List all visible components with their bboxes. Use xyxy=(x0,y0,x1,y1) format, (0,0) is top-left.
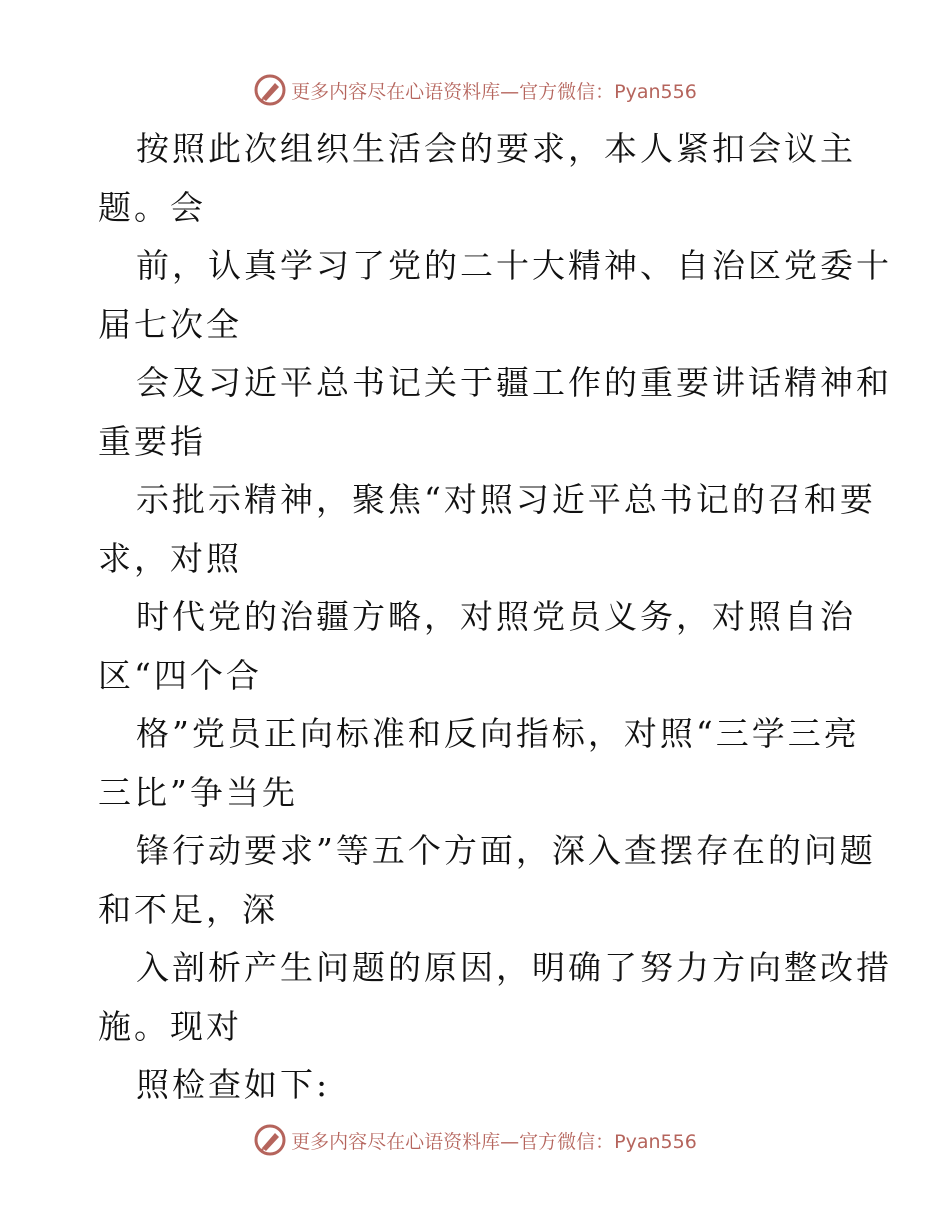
pen-logo-icon xyxy=(253,73,287,107)
watermark-text: 更多内容尽在心语资料库—官方微信：Pyan556 xyxy=(291,1130,697,1153)
text-line: 题。会 xyxy=(98,187,206,227)
text-line: 入剖析产生问题的原因，明确了努力方向整改措 xyxy=(136,948,892,987)
pen-logo-icon xyxy=(253,1123,287,1157)
text-line: 重要指 xyxy=(98,421,206,461)
text-line: 按照此次组织生活会的要求，本人紧扣会议主 xyxy=(136,129,856,168)
text-line: 格”党员正向标准和反向指标，对照“三学三亮 xyxy=(136,714,860,753)
watermark-text: 更多内容尽在心语资料库—官方微信：Pyan556 xyxy=(291,80,697,103)
text-line: 锋行动要求”等五个方面，深入查摆存在的问题 xyxy=(136,831,876,870)
text-line: 前，认真学习了党的二十大精神、自治区党委十 xyxy=(136,246,892,285)
text-line: 时代党的治疆方略，对照党员义务，对照自治 xyxy=(136,597,856,636)
text-line: 求，对照 xyxy=(98,538,242,578)
document-body xyxy=(98,120,892,1115)
text-line: 三比”争当先 xyxy=(98,772,298,812)
text-line: 会及习近平总书记关于疆工作的重要讲话精神和 xyxy=(136,363,892,402)
text-line: 照检查如下: xyxy=(136,1065,331,1104)
text-line: 和不足，深 xyxy=(98,889,278,929)
text-line: 区“四个合 xyxy=(98,655,262,695)
footer-watermark xyxy=(0,1120,950,1160)
text-line: 示批示精神，聚焦“对照习近平总书记的召和要 xyxy=(136,480,876,519)
text-line: 届七次全 xyxy=(98,304,242,344)
text-line: 施。现对 xyxy=(98,1006,242,1046)
header-watermark xyxy=(0,70,950,110)
